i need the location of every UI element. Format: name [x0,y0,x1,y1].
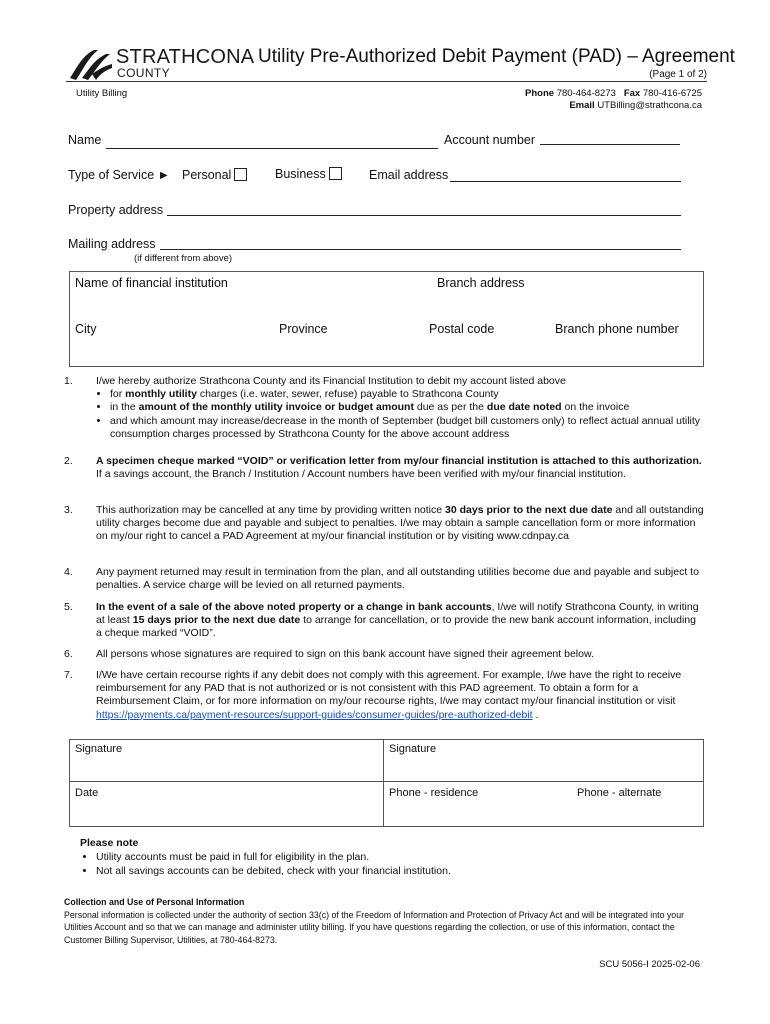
name-field[interactable] [106,148,438,149]
logo-name: STRATHCONA [116,46,255,68]
term-text: A specimen cheque marked “VOID” or verification letter from my/our financial institution is attached to this authorization. If a savings account, the Branch / Institution / Account numbers have been verified with my/our financial institution. [96,455,702,481]
strathcona-logo-mark-icon [68,48,114,82]
term-number: 5. [64,601,73,613]
business-option [275,167,342,181]
please-note-section [80,836,451,878]
list-item: • Not all savings accounts can be debited, check with your financial institution. [96,864,451,878]
phone-alternate-field[interactable]: Phone - alternate [577,787,662,799]
branch-phone-label[interactable]: Branch phone number [555,322,679,336]
term-text: All persons whose signatures are required to sign on this bank account have signed their agreement below. [96,648,594,660]
list-item: • Utility accounts must be paid in full for eligibility in the plan. [96,850,451,864]
fax-label: Fax [623,88,641,99]
institution-label[interactable]: Name of financial institution [75,276,228,290]
signature-1-field[interactable]: Signature [75,743,123,755]
personal-checkbox[interactable] [234,168,247,181]
term-text: I/We have certain recourse rights if any debit does not comply with this agreement. For example, I/we have the right to receive reimbursement for any PAD that is not authorized or is not consistent with this PAD agreement. To obtain a form for a Reimbursement Claim, or for more information on my/our recourse rights, I/we may contact my/our financial institution or visit https://payments.ca/payment-resources/support-guides/consumer-guides/pre-authorized-debit . [96,669,682,721]
mailing-address-label: Mailing address [68,237,156,251]
terms-list [64,375,704,730]
term-text: Any payment returned may result in termination from the plan, and all outstanding utilities become due and payable and subject to penalties. A service charge will be levied on all returned payments. [96,566,699,592]
please-note-title: Please note [80,837,139,849]
privacy-section [64,896,704,946]
property-address-label: Property address [68,203,164,217]
fax-value: 780-416-6725 [642,88,702,99]
email-address-label: Email address [369,168,449,182]
signature-2-field[interactable]: Signature [389,743,437,755]
email-address-field[interactable] [450,181,681,182]
form-code: SCU 5056-I 2025-02-06 [599,959,700,970]
province-label[interactable]: Province [279,322,328,336]
signature-divider-v [383,739,384,827]
list-item: • for monthly utility charges (i.e. water, sewer, refuse) payable to Strathcona County [110,388,704,401]
phone-value: 780-464-8273 [556,88,616,99]
account-number-field[interactable] [540,144,680,145]
phone-label: Phone [525,88,555,99]
signature-divider-h [69,781,703,782]
mailing-address-hint: (if different from above) [134,253,233,264]
city-label[interactable]: City [75,322,97,336]
term-number: 7. [64,669,73,681]
list-item: • and which amount may increase/decrease in the month of September (budget bill customers only) to reflect actual annual utility consumption charges processed by Strathcona County for the above account address [110,415,704,441]
header-divider [66,81,707,82]
property-address-field[interactable] [167,215,681,216]
branch-address-label[interactable]: Branch address [437,276,525,290]
account-number-label: Account number [444,133,536,147]
list-item: • in the amount of the monthly utility invoice or budget amount due as per the due date noted on the invoice [110,401,704,414]
mailing-address-field[interactable] [160,249,681,250]
privacy-title: Collection and Use of Personal Information [64,897,245,907]
term-number: 6. [64,648,73,660]
recourse-rights-link[interactable]: https://payments.ca/payment-resources/support-guides/consumer-guides/pre-authorized-debit [96,708,533,721]
name-label: Name [68,133,102,147]
term-1-bullets [96,388,704,441]
email-value: UTBilling@strathcona.ca [597,100,702,111]
postal-code-label[interactable]: Postal code [429,322,495,336]
term-1-text: I/we hereby authorize Strathcona County and its Financial Institution to debit my account listed above [96,375,566,387]
page-indicator: (Page 1 of 2) [649,69,707,80]
phone-residence-field[interactable]: Phone - residence [389,787,479,799]
date-field[interactable]: Date [75,787,99,799]
business-checkbox[interactable] [329,167,342,180]
document-title: Utility Pre-Authorized Debit Payment (PAD) – Agreement [258,46,735,67]
term-number: 3. [64,504,73,516]
business-label: Business [275,167,326,181]
personal-label: Personal [182,168,232,182]
contact-phone-fax [525,88,702,99]
contact-email [569,100,702,111]
term-number: 1. [64,375,73,387]
personal-option [182,168,247,182]
term-text [96,375,704,441]
term-number: 2. [64,455,73,467]
signature-table [69,739,704,827]
please-note-list [80,850,451,878]
privacy-text: Personal information is collected under the authority of section 33(c) of the Freedom of Information and Protection of Privacy Act and will be integrated into your Utilities Account and so that we can manage and administer utility billing. If you have questions regarding the collection, or use of this information, contact the Customer Billing Supervisor, Utilities, at 780-464-8273. [64,909,685,945]
email-label: Email [569,100,595,111]
logo-sub: COUNTY [117,66,171,80]
term-text: In the event of a sale of the above noted property or a change in bank accounts, I/we will notify Strathcona County, in writing at least 15 days prior to the next due date to arrange for cancellation, or to provide the new bank account information, including a cheque marked “VOID”. [96,601,699,640]
type-of-service-label: Type of Service ► [68,168,170,182]
department-label: Utility Billing [76,88,128,99]
term-text: This authorization may be cancelled at any time by providing written notice 30 days prior to the next due date and all outstanding utility charges become due and payable and subject to penalties. I/we may obtain a sample cancellation form or more information on my/our right to cancel a PAD Agreement at my/our financial institution or by visiting www.cdnpay.ca [96,504,704,543]
term-number: 4. [64,566,73,578]
